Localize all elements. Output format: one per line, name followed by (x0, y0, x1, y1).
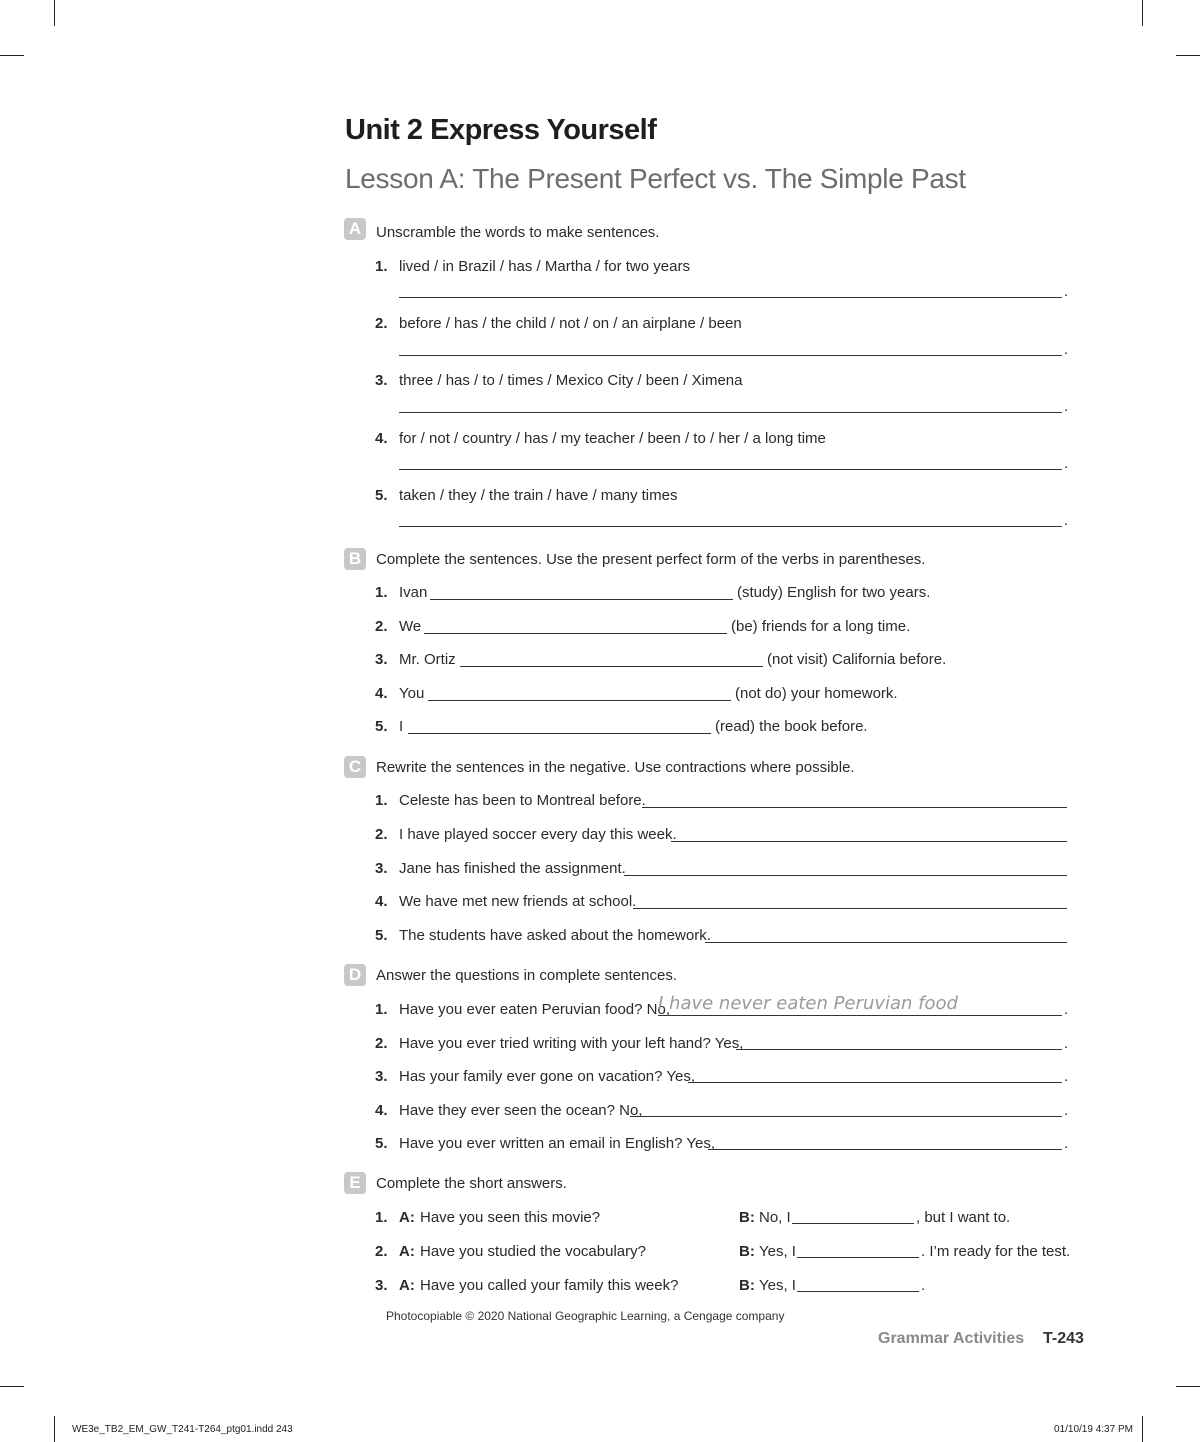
answer-line[interactable] (705, 942, 1067, 943)
question: Have you ever tried writing with your left hand? Yes, (399, 1035, 744, 1052)
answer-line[interactable] (792, 1223, 914, 1224)
speaker-b-label: B: (739, 1243, 755, 1260)
answer-line[interactable] (424, 633, 727, 634)
speaker-a-question: Have you seen this movie? (420, 1209, 601, 1226)
sentence-end: (read) the book before. (715, 718, 868, 735)
answer-line[interactable] (399, 469, 1062, 470)
item-number: 1. (375, 1001, 388, 1018)
answer-line[interactable] (408, 733, 711, 734)
answer-line[interactable] (430, 599, 733, 600)
sentence-end: (not visit) California before. (767, 651, 947, 668)
item-number: 3. (375, 1068, 388, 1085)
item-number: 1. (375, 792, 388, 809)
period: . (1064, 1035, 1069, 1052)
speaker-a-label: A: (399, 1243, 415, 1260)
answer-line[interactable] (428, 700, 731, 701)
item-number: 3. (375, 651, 388, 668)
period: . (1064, 1001, 1069, 1018)
answer-line[interactable] (671, 841, 1067, 842)
handwritten-answer: I have never eaten Peruvian food (658, 993, 958, 1014)
period: . (1064, 512, 1069, 529)
item-number: 1. (375, 584, 388, 601)
scrambled-words: taken / they / the train / have / many times (399, 487, 678, 504)
speaker-b-start: Yes, I (759, 1243, 796, 1260)
item-number: 1. (375, 1209, 388, 1226)
question: Have they ever seen the ocean? No, (399, 1102, 643, 1119)
section-badge-d: D (344, 964, 366, 986)
answer-line[interactable] (797, 1257, 919, 1258)
sentence-start: Ivan (399, 584, 428, 601)
sentence: Celeste has been to Montreal before. (399, 792, 646, 809)
speaker-b-label: B: (739, 1277, 755, 1294)
answer-line[interactable] (688, 1082, 1062, 1083)
sentence: We have met new friends at school. (399, 893, 637, 910)
period: . (1064, 1068, 1069, 1085)
item-number: 2. (375, 1243, 388, 1260)
scrambled-words: before / has / the child / not / on / an airplane / been (399, 315, 742, 332)
section-badge-e: E (344, 1172, 366, 1194)
period: . (1064, 341, 1069, 358)
period: . (1064, 398, 1069, 415)
period: . (1064, 283, 1069, 300)
answer-line[interactable] (630, 1116, 1062, 1117)
slug-filename: WE3e_TB2_EM_GW_T241-T264_ptg01.indd 243 (72, 1424, 293, 1435)
scrambled-words: lived / in Brazil / has / Martha / for two years (399, 258, 690, 275)
speaker-b-start: No, I (759, 1209, 791, 1226)
item-number: 3. (375, 1277, 388, 1294)
answer-line[interactable] (399, 412, 1062, 413)
speaker-a-label: A: (399, 1277, 415, 1294)
sentence-end: (be) friends for a long time. (731, 618, 911, 635)
sentence-start: You (399, 685, 425, 702)
scrambled-words: for / not / country / has / my teacher / been / to / her / a long time (399, 430, 826, 447)
section-badge-a: A (344, 218, 366, 240)
period: . (1064, 1135, 1069, 1152)
section-d-instruction: Answer the questions in complete sentences. (376, 967, 678, 984)
speaker-a-question: Have you studied the vocabulary? (420, 1243, 646, 1260)
footer-section-title: Grammar Activities (878, 1330, 1025, 1347)
sentence: The students have asked about the homework. (399, 927, 711, 944)
question: Have you ever written an email in English? Yes, (399, 1135, 716, 1152)
speaker-b-end: , but I want to. (916, 1209, 1011, 1226)
speaker-a-question: Have you called your family this week? (420, 1277, 679, 1294)
crop-mark (54, 1416, 55, 1442)
scrambled-words: three / has / to / times / Mexico City / been / Ximena (399, 372, 743, 389)
item-number: 2. (375, 618, 388, 635)
item-number: 2. (375, 315, 388, 332)
crop-mark (1176, 1386, 1200, 1387)
question: Have you ever eaten Peruvian food? No, (399, 1001, 671, 1018)
speaker-a-label: A: (399, 1209, 415, 1226)
section-e-instruction: Complete the short answers. (376, 1175, 567, 1192)
section-badge-b: B (344, 548, 366, 570)
item-number: 5. (375, 927, 388, 944)
speaker-b-end: . (921, 1277, 926, 1294)
period: . (1064, 1102, 1069, 1119)
sentence: Jane has finished the assignment. (399, 860, 626, 877)
item-number: 4. (375, 685, 388, 702)
crop-mark (54, 0, 55, 26)
answer-line[interactable] (399, 297, 1062, 298)
sentence: I have played soccer every day this week. (399, 826, 677, 843)
answer-line[interactable] (658, 1015, 1062, 1016)
item-number: 4. (375, 430, 388, 447)
item-number: 4. (375, 1102, 388, 1119)
sentence-end: (study) English for two years. (737, 584, 931, 601)
sentence-start: I (399, 718, 404, 735)
item-number: 4. (375, 893, 388, 910)
sentence-start: We (399, 618, 422, 635)
slug-timestamp: 01/10/19 4:37 PM (1054, 1424, 1133, 1435)
sentence-start: Mr. Ortiz (399, 651, 456, 668)
lesson-title: Lesson A: The Present Perfect vs. The Simple Past (345, 163, 966, 194)
answer-line[interactable] (708, 1149, 1062, 1150)
speaker-b-label: B: (739, 1209, 755, 1226)
answer-line[interactable] (460, 666, 763, 667)
item-number: 2. (375, 1035, 388, 1052)
item-number: 3. (375, 860, 388, 877)
item-number: 2. (375, 826, 388, 843)
section-c-instruction: Rewrite the sentences in the negative. Use contractions where possible. (376, 759, 855, 776)
unit-title: Unit 2 Express Yourself (345, 114, 657, 146)
item-number: 3. (375, 372, 388, 389)
crop-mark (1176, 55, 1200, 56)
crop-mark (1142, 1416, 1143, 1442)
speaker-b-end: . I’m ready for the test. (921, 1243, 1071, 1260)
answer-line[interactable] (736, 1049, 1062, 1050)
answer-line[interactable] (399, 526, 1062, 527)
item-number: 5. (375, 718, 388, 735)
crop-mark (0, 55, 24, 56)
speaker-b-start: Yes, I (759, 1277, 796, 1294)
period: . (1064, 455, 1069, 472)
copyright-notice: Photocopiable © 2020 National Geographic Learning, a Cengage company (386, 1309, 785, 1323)
answer-line[interactable] (633, 908, 1067, 909)
answer-line[interactable] (642, 807, 1067, 808)
section-badge-c: C (344, 756, 366, 778)
sentence-end: (not do) your homework. (735, 685, 898, 702)
item-number: 5. (375, 487, 388, 504)
item-number: 1. (375, 258, 388, 275)
page-number: T-243 (1043, 1330, 1084, 1347)
answer-line[interactable] (399, 355, 1062, 356)
answer-line[interactable] (797, 1291, 919, 1292)
crop-mark (1142, 0, 1143, 26)
question: Has your family ever gone on vacation? Yes, (399, 1068, 696, 1085)
crop-mark (0, 1386, 24, 1387)
answer-line[interactable] (624, 875, 1067, 876)
item-number: 5. (375, 1135, 388, 1152)
section-a-instruction: Unscramble the words to make sentences. (376, 224, 660, 241)
section-b-instruction: Complete the sentences. Use the present perfect form of the verbs in parentheses. (376, 551, 926, 568)
